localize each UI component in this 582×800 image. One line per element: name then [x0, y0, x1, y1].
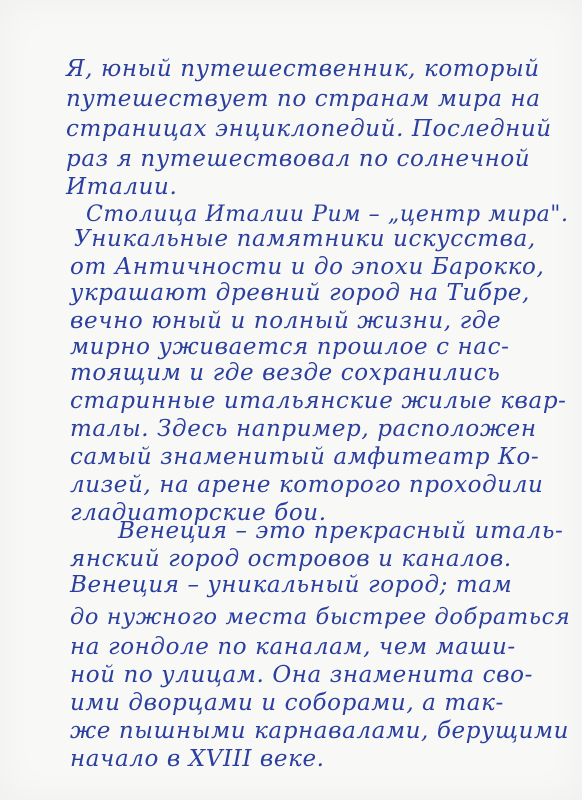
text-line: Столица Италии Рим – „центр мира". [86, 202, 569, 227]
text-line: тоящим и где везде сохранились [70, 360, 501, 386]
text-line: на гондоле по каналам, чем маши- [70, 634, 516, 660]
text-line: от Античности и до эпохи Барокко, [70, 254, 545, 280]
text-line: ной по улицам. Она знаменита сво- [70, 662, 533, 688]
text-line: Венеция – это прекрасный италь- [118, 518, 564, 544]
text-line: до нужного места быстрее добраться [70, 604, 571, 630]
text-line: путешествует по странам мира на [66, 86, 541, 112]
text-line: старинные итальянские жилые квар- [70, 388, 567, 414]
text-line: раз я путешествовал по солнечной [66, 146, 531, 172]
text-line: янский город островов и каналов. [70, 546, 512, 572]
text-line: Италии. [66, 174, 178, 200]
text-line: мирно уживается прошлое с нас- [70, 334, 510, 360]
text-line: Я, юный путешественник, который [66, 56, 540, 82]
text-line: гладиаторские бои. [70, 500, 327, 526]
text-line: лизей, на арене которого проходили [70, 472, 544, 498]
text-line: Уникальные памятники искусства, [74, 226, 536, 252]
text-line: самый знаменитый амфитеатр Ко- [70, 444, 540, 470]
text-line: Венеция – уникальный город; там [70, 572, 513, 598]
text-line: же пышными карнавалами, берущими [70, 718, 570, 744]
text-line: украшают древний город на Тибре, [70, 280, 530, 306]
text-line: вечно юный и полный жизни, где [70, 308, 502, 334]
text-line: ими дворцами и соборами, а так- [70, 690, 504, 716]
text-line: страницах энциклопедий. Последний [66, 116, 552, 142]
text-line: начало в XVIII веке. [70, 746, 325, 772]
text-line: талы. Здесь например, расположен [70, 416, 537, 442]
